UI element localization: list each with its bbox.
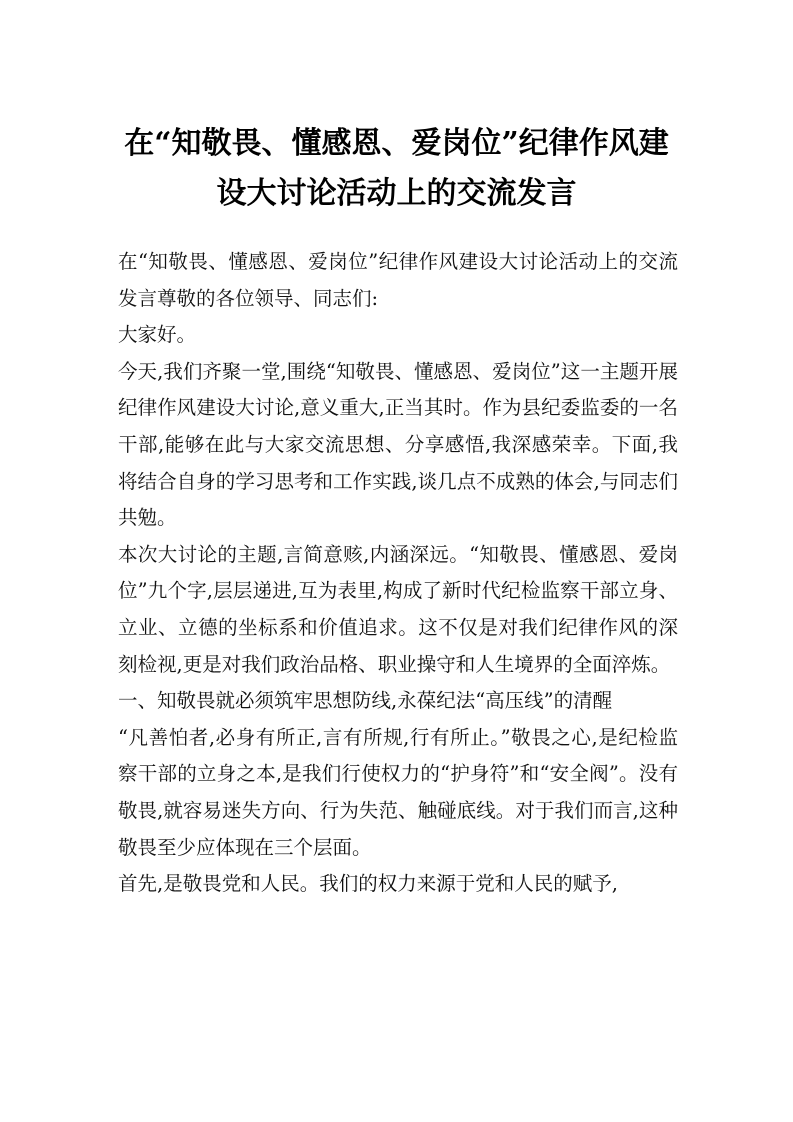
paragraph-greeting: 在“知敬畏、懂感恩、爱岗位”纪律作风建设大讨论活动上的交流发言尊敬的各位领导、同志们: <box>118 250 678 310</box>
paragraph-first-point: 首先,是敬畏党和人民。我们的权力来源于党和人民的赋予, <box>118 872 618 896</box>
document-title-line-1: 在“知敬畏、懂感恩、爱岗位”纪律作风建 <box>124 126 669 161</box>
document-body <box>118 244 678 903</box>
section-heading-1: 一、知敬畏就必须筑牢思想防线,永葆纪法“高压线”的清醒 <box>118 689 613 713</box>
document-title-line-2: 设大讨论活动上的交流发言 <box>216 176 577 211</box>
paragraph-reverence: “凡善怕者,必身有所正,言有所规,行有所止。”敬畏之心,是纪检监察干部的立身之本,是我们行使权力的“护身符”和“安全阀”。没有敬畏,就容易迷失方向、行为失范、触碰底线。对于我们而言,这种敬畏至少应体现在三个层面。 <box>118 725 678 859</box>
paragraph-salutation: 大家好。 <box>118 323 197 347</box>
paragraph-intro: 今天,我们齐聚一堂,围绕“知敬畏、懂感恩、爱岗位”这一主题开展纪律作风建设大讨论,意义重大,正当其时。作为县纪委监委的一名干部,能够在此与大家交流思想、分享感悟,我深感荣幸。下面,我将结合自身的学习思考和工作实践,谈几点不成熟的体会,与同志们共勉。 <box>118 359 678 530</box>
paragraph-theme: 本次大讨论的主题,言简意赅,内涵深远。“知敬畏、懂感恩、爱岗位”九个字,层层递进,互为表里,构成了新时代纪检监察干部立身、立业、立德的坐标系和价值追求。这不仅是对我们纪律作风的深刻检视,更是对我们政治品格、职业操守和人生境界的全面淬炼。 <box>118 542 678 676</box>
